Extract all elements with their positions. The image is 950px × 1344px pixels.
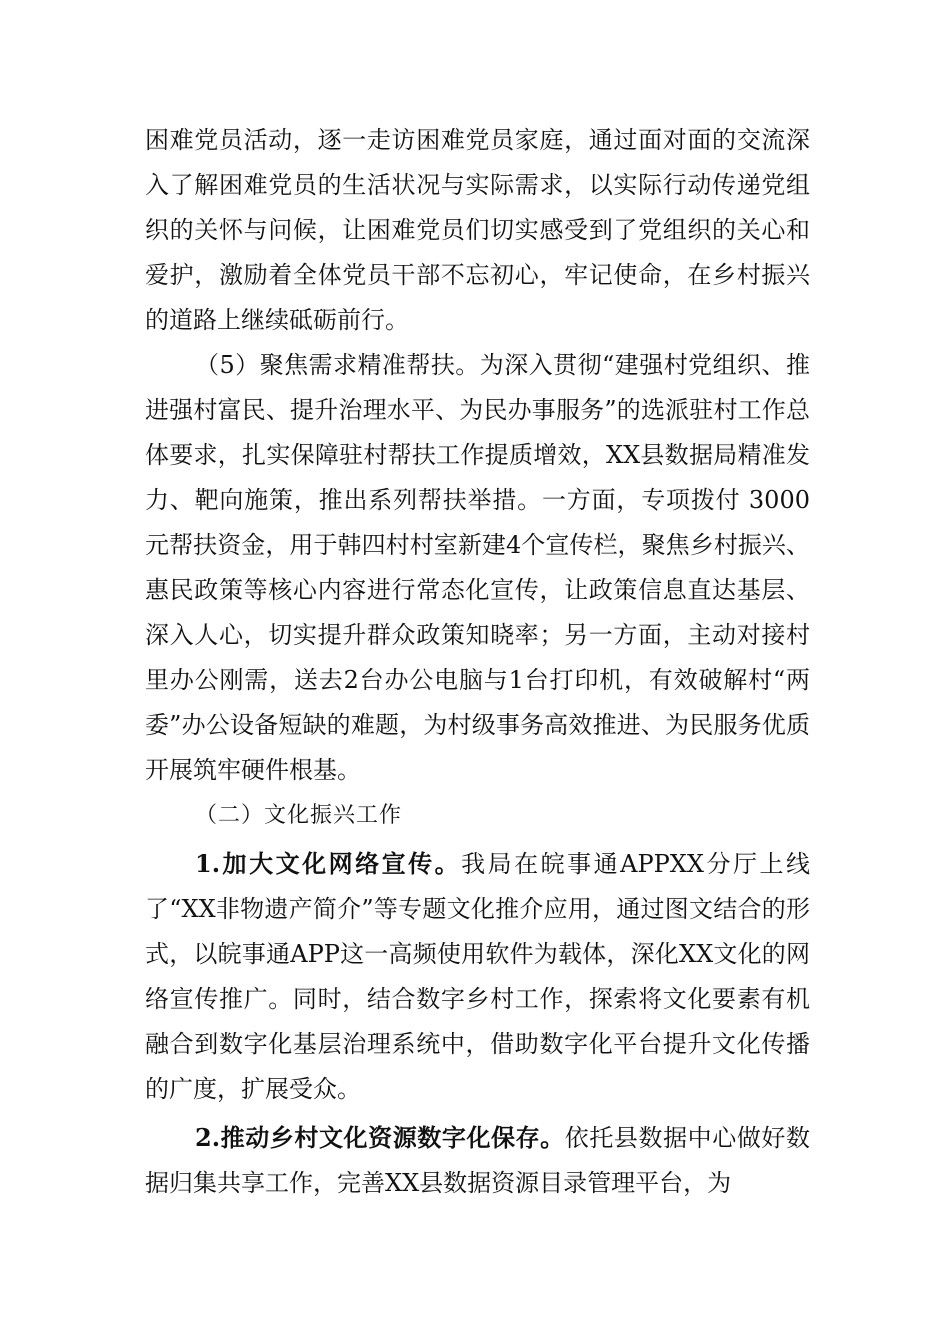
item-cultural-resource-digitization [145, 1115, 810, 1206]
item-lead-text: 2.推动乡村文化资源数字化保存。 [195, 1123, 565, 1152]
item-lead-text: 1.加大文化网络宣传。 [195, 849, 462, 878]
section-heading-cultural-revitalization: （二）文化振兴工作 [195, 803, 403, 828]
item-cultural-network-promotion [145, 841, 810, 1112]
item-body-text: 我局在皖事通APPXX分厅上线了“XX非物遗产简介”等专题文化推介应用，通过图文结合的形式，以皖事通APP这一高频使用软件为载体，深化XX文化的网络宣传推广。同时，结合数字乡村工作，探索将文化要素有机融合到数字化基层治理系统中，借助数字化平台提升文化传播的广度，扩展受众。 [145, 850, 810, 1103]
item-body-text: 依托县数据中心做好数据归集共享工作，完善XX县数据资源目录管理平台，为 [145, 1124, 810, 1197]
document-body [145, 118, 810, 1206]
paragraph-precise-assistance: （5）聚焦需求精准帮扶。为深入贯彻“建强村党组织、推进强村富民、提升治理水平、为民办事服务”的选派驻村工作总体要求，扎实保障驻村帮扶工作提质增效，XX县数据局精准发力、靶向施策，推出系列帮扶举措。一方面，专项拨付 3000元帮扶资金，用于韩四村村室新建4个宣传栏，聚焦乡村振兴、惠民政策等核心内容进行常态化宣传，让政策信息直达基层、深入人心，切实提升群众政策知晓率；另一方面，主动对接村里办公刚需，送去2台办公电脑与1台打印机，有效破解村“两委”办公设备短缺的难题，为村级事务高效推进、为民服务优质开展筑牢硬件根基。 [145, 351, 810, 784]
paragraph-continuation: 困难党员活动，逐一走访困难党员家庭，通过面对面的交流深入了解困难党员的生活状况与实际需求，以实际行动传递党组织的关怀与问候，让困难党员们切实感受到了党组织的关心和爱护，激励着全体党员干部不忘初心，牢记使命，在乡村振兴的道路上继续砥砺前行。 [145, 126, 810, 334]
